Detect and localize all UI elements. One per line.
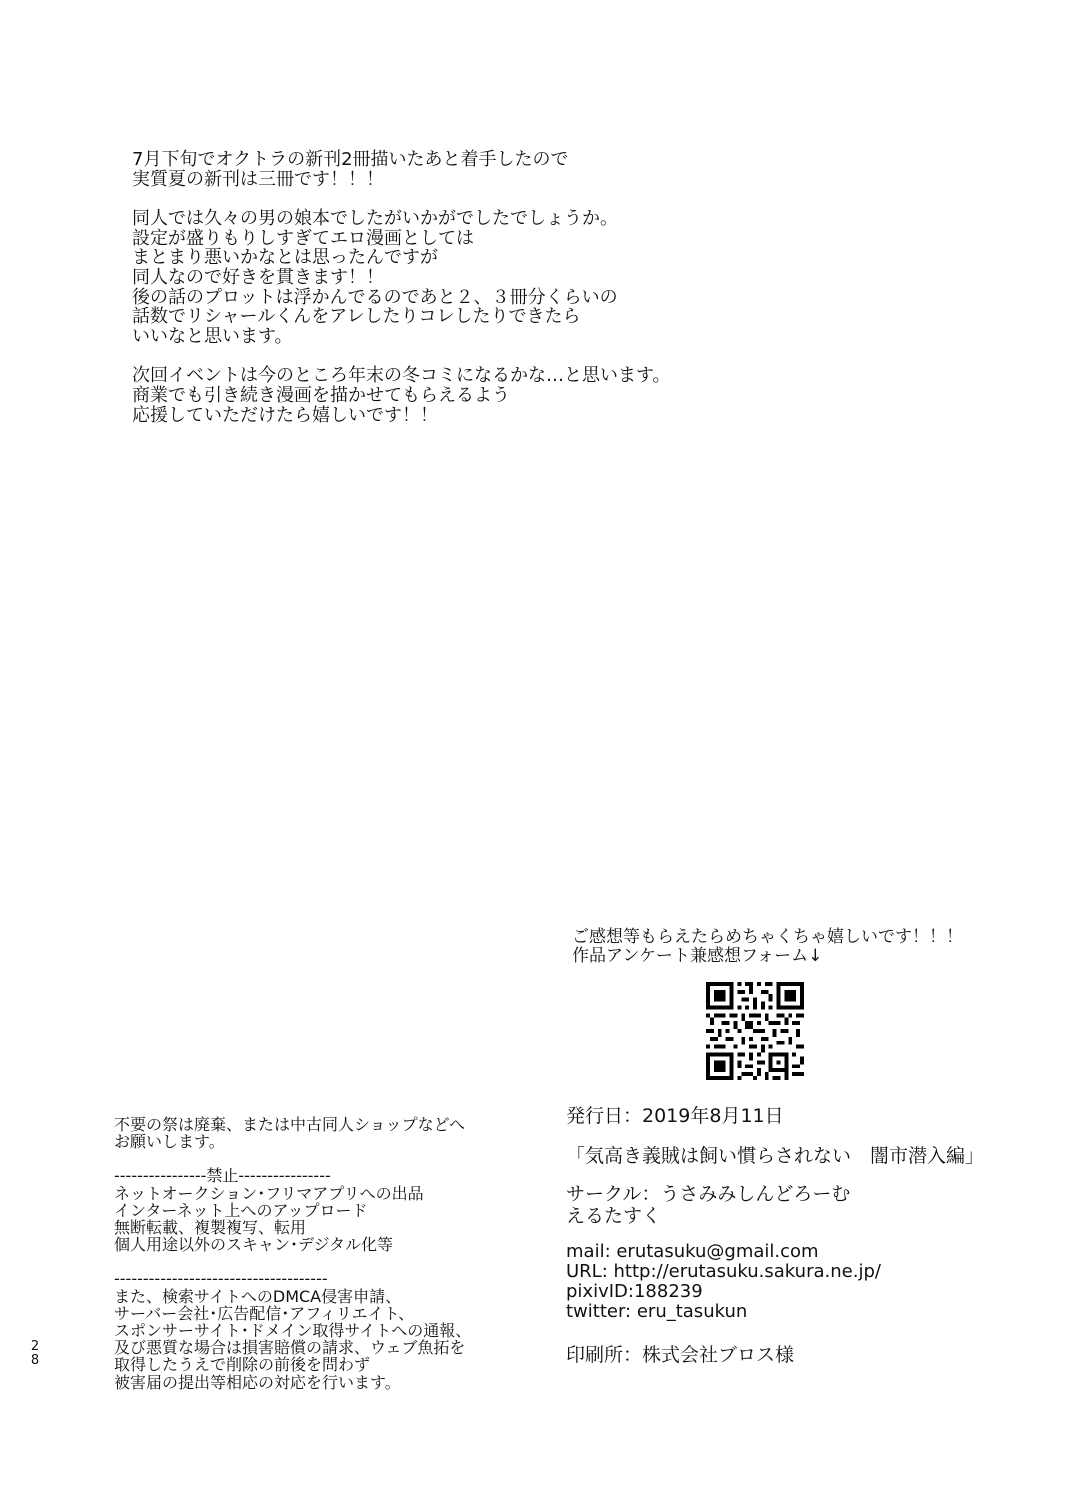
dmca-line: 被害届の提出等相応の対応を行います。 — [114, 1372, 401, 1392]
afterword-line: 7月下旬でオクトラの新刊2冊描いたあと着手したので — [132, 149, 569, 170]
page-number-text: 2 8 — [30, 1339, 40, 1368]
afterword-line: 次回イベントは今のところ年末の冬コミになるかな…と思います。 — [132, 365, 671, 387]
afterword-line: 同人なので好きを貫きます！！ — [132, 266, 384, 288]
dmca-line: スポンサーサイト･ドメイン取得サイトへの通報、 — [114, 1321, 472, 1341]
afterword-line: まとまり悪いかなとは思ったんですが — [132, 247, 438, 269]
dmca-line: サーバー会社･広告配信･アフィリエイト、 — [114, 1303, 415, 1323]
email-address[interactable]: mail: erutasuku@gmail.com — [566, 1241, 819, 1262]
afterword-line: 設定が盛りもりしすぎてエロ漫画としては — [132, 227, 474, 249]
afterword-line: 後の話のプロットは浮かんでるのであと２、３冊分くらいの — [132, 286, 618, 308]
afterword-line: 応援していただけたら嬉しいです！！ — [132, 404, 438, 426]
prohibited-item: インターネット上へのアップロード — [114, 1200, 368, 1220]
afterword-line: いいなと思います。 — [132, 325, 293, 347]
afterword-line: 同人では久々の男の娘本でしたがいかがでしたでしょうか。 — [132, 208, 618, 230]
afterword-line: 実質夏の新刊は三冊です！！！ — [132, 168, 384, 190]
afterword-line: 話数でリシャールくんをアレしたりコレしたりできたら — [132, 306, 581, 328]
usage-notice — [114, 1116, 534, 1391]
author-name: えるたすく — [566, 1205, 662, 1227]
dmca-line: 取得したうえで削除の前後を問わず — [114, 1355, 371, 1375]
website-url[interactable]: URL: http://erutasuku.sakura.ne.jp/ — [566, 1261, 881, 1282]
dmca-line: また、検索サイトへのDMCA侵害申請、 — [114, 1286, 402, 1306]
printer-name: 印刷所：株式会社ブロス様 — [566, 1344, 795, 1366]
contact-list — [566, 1242, 881, 1322]
feedback-form-label: 作品アンケート兼感想フォーム↓ — [572, 946, 823, 966]
circle-name: サークル：うさみみしんどろーむ — [566, 1183, 851, 1205]
prohibited-header: ----------------禁止---------------- — [114, 1166, 331, 1186]
book-title: 「気高き義賊は飼い慣らされない 闇市潜入編」 — [566, 1145, 985, 1167]
circle-info — [566, 1183, 850, 1227]
afterword-text — [132, 150, 832, 425]
publication-date: 発行日：2019年8月11日 — [566, 1105, 784, 1127]
afterword-line: 商業でも引き続き漫画を描かせてもらえるよう — [132, 384, 510, 406]
prohibited-item: 無断転載、複製複写、転用 — [114, 1218, 307, 1238]
dmca-line: 及び悪質な場合は損害賠償の請求、ウェブ魚拓を — [114, 1338, 466, 1358]
feedback-line: ご感想等もらえたらめちゃくちゃ嬉しいです！！！ — [572, 927, 963, 947]
twitter-handle: twitter: eru_tasukun — [566, 1301, 748, 1322]
prohibited-item: ネットオークション･フリマアプリへの出品 — [114, 1183, 424, 1203]
feedback-request — [572, 928, 1042, 966]
prohibited-item: 個人用途以外のスキャン･デジタル化等 — [114, 1235, 394, 1255]
notice-divider: ------------------------------------- — [114, 1269, 328, 1289]
pixiv-id: pixivID:188239 — [566, 1281, 703, 1302]
notice-line: 不要の祭は廃棄、または中古同人ショップなどへ — [114, 1115, 466, 1134]
notice-line: お願いします。 — [114, 1132, 225, 1152]
qr-code-icon[interactable] — [706, 982, 804, 1080]
page-number — [27, 1340, 43, 1368]
